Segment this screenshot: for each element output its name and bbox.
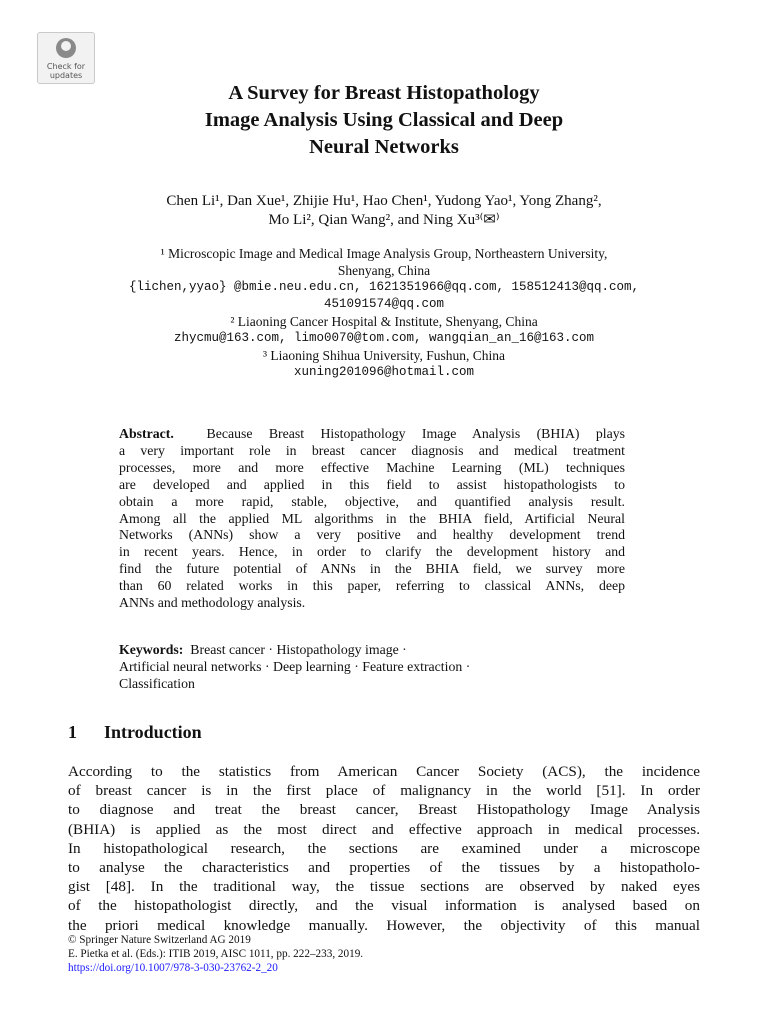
affiliation-1	[60, 245, 708, 313]
section-heading	[68, 722, 202, 743]
intro-line: In histopathological research, the sections are examined under a microscope	[68, 839, 700, 857]
abstract-line: in recent years. Hence, in order to clarify the development history and	[119, 544, 625, 560]
title-line: Neural Networks	[309, 136, 459, 158]
keywords-line: Classification	[119, 676, 195, 691]
authors-line: Mo Li², Qian Wang², and Ning Xu³⁽✉⁾	[268, 212, 500, 228]
title-line: A Survey for Breast Histopathology	[228, 82, 540, 104]
affiliation-3	[60, 347, 708, 381]
affiliation-email: xuning201096@hotmail.com	[293, 365, 475, 379]
author-list	[60, 192, 708, 230]
abstract-line: Because Breast Histopathology Image Analysis (BHIA) plays	[206, 426, 625, 441]
keywords	[119, 641, 625, 692]
affiliation-email: 451091574@qq.com	[323, 297, 445, 311]
affiliation-email: zhycmu@163.com, limo0070@tom.com, wangqian_an_16@163.com	[173, 331, 595, 345]
intro-line: (BHIA) is applied as the most direct and effective approach in medical processes.	[68, 820, 700, 838]
title-line: Image Analysis Using Classical and Deep	[204, 109, 564, 131]
update-icon	[56, 38, 76, 58]
section-title: Introduction	[104, 722, 202, 742]
intro-line: to analyse the characteristics and properties of the tissues by a histopatholo-	[68, 859, 700, 877]
intro-line: of the histopathologist directly, and the visual information is analysed based on	[68, 897, 700, 915]
intro-line: gist [48]. In the traditional way, the tissue sections are observed by naked eyes	[68, 878, 700, 896]
affiliation-text: ³ Liaoning Shihua University, Fushun, China	[262, 348, 506, 363]
page-footer	[68, 934, 700, 975]
abstract-line: processes, more and more effective Machine Learning (ML) techniques	[119, 459, 625, 475]
badge-line2: updates	[49, 71, 83, 80]
abstract-line: find the future potential of ANNs in the BHIA field, we survey more	[119, 561, 625, 577]
keywords-line: Breast cancer · Histopathology image ·	[190, 642, 407, 657]
intro-line: of breast cancer is in the first place of malignancy in the world [51]. In order	[68, 782, 700, 800]
affiliation-text: ¹ Microscopic Image and Medical Image Analysis Group, Northeastern University,	[160, 246, 608, 261]
authors-line: Chen Li¹, Dan Xue¹, Zhijie Hu¹, Hao Chen¹, Yudong Yao¹, Yong Zhang²,	[166, 193, 602, 209]
copyright-notice: © Springer Nature Switzerland AG 2019	[68, 934, 251, 946]
affiliation-text: ² Liaoning Cancer Hospital & Institute, Shenyang, China	[230, 314, 538, 329]
keywords-label: Keywords:	[119, 642, 184, 657]
intro-paragraph	[68, 762, 700, 935]
affiliation-2	[60, 313, 708, 347]
abstract-line: than 60 related works in this paper, referring to classical ANNs, deep	[119, 578, 625, 594]
paper-title	[60, 80, 708, 161]
intro-line: the priori medical knowledge manually. However, the objectivity of this manual	[68, 916, 700, 934]
citation-line: E. Pietka et al. (Eds.): ITIB 2019, AISC 1011, pp. 222–233, 2019.	[68, 947, 364, 960]
intro-line: to diagnose and treat the breast cancer, Breast Histopathology Image Analysis	[68, 801, 700, 819]
abstract	[119, 426, 625, 612]
abstract-line: Among all the applied ML algorithms in the BHIA field, Artificial Neural	[119, 510, 625, 526]
section-number: 1	[68, 722, 77, 742]
abstract-line: a very important role in breast cancer diagnosis and medical treatment	[119, 442, 625, 458]
abstract-line: Networks (ANNs) show a very positive and healthy development trend	[119, 527, 625, 543]
doi-link[interactable]: https://doi.org/10.1007/978-3-030-23762-2_20	[68, 961, 278, 974]
intro-line: According to the statistics from American Cancer Society (ACS), the incidence	[68, 763, 700, 780]
abstract-label: Abstract.	[119, 426, 174, 441]
check-for-updates-badge[interactable]	[37, 32, 95, 84]
affiliation-email: {lichen,yyao} @bmie.neu.edu.cn, 1621351966@qq.com, 158512413@qq.com,	[128, 280, 640, 294]
abstract-line: ANNs and methodology analysis.	[119, 595, 306, 611]
abstract-line: obtain a more rapid, stable, objective, and quantified analysis result.	[119, 493, 625, 509]
affiliation-text: Shenyang, China	[337, 263, 431, 278]
badge-line1: Check for	[46, 62, 86, 71]
keywords-line: Artificial neural networks · Deep learning · Feature extraction ·	[119, 659, 471, 674]
abstract-line: are developed and applied in this field to assist histopathologists to	[119, 476, 625, 492]
